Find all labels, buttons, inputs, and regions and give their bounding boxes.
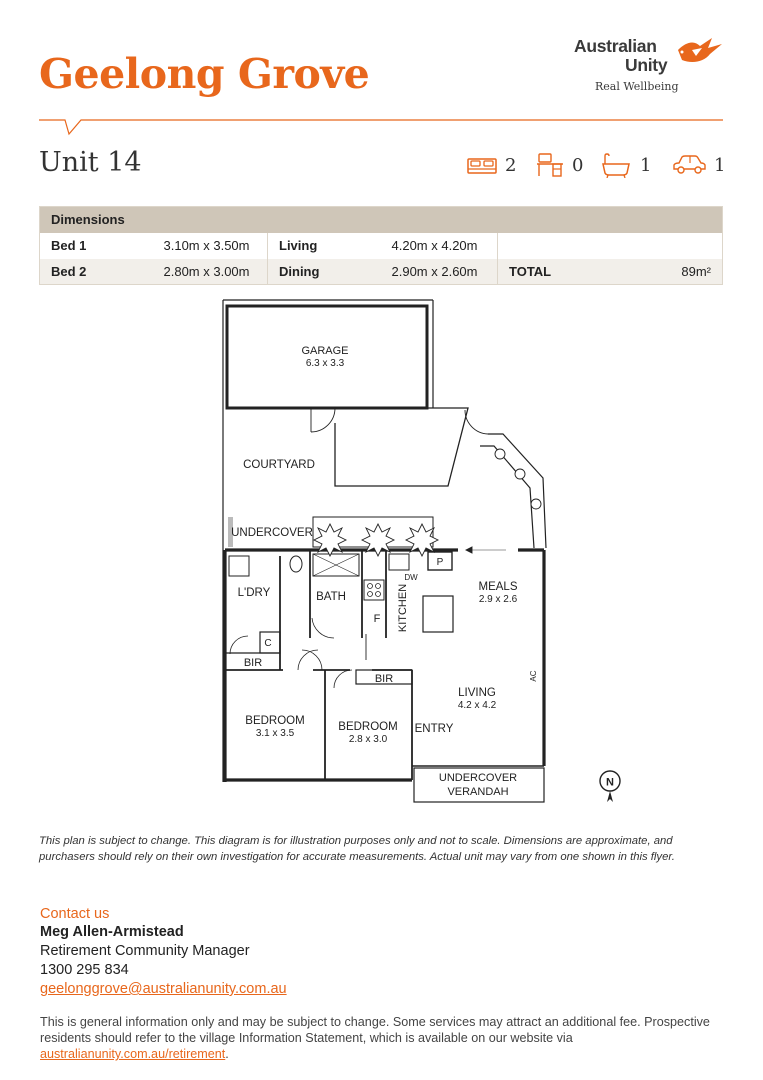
bath-label: BATH [316, 591, 346, 603]
study-desk-icon [535, 152, 565, 178]
ac-label: AC [529, 670, 538, 682]
bed-icon [466, 153, 498, 177]
contact-role: Retirement Community Manager [40, 943, 250, 959]
dishwasher-label: DW [404, 573, 418, 582]
verandah-label-2: VERANDAH [447, 786, 509, 798]
plan-disclaimer: This plan is subject to change. This diagram is for illustration purposes only and not to scale. Dimensions are approximate, and purchasers should rely on their own investigation for accurate measurements. Actual unit may vary from one shown in this flyer. [39, 835, 675, 863]
floor-plan [218, 298, 558, 808]
bir-label-1: BIR [243, 657, 263, 669]
courtyard-label: COURTYARD [243, 459, 315, 471]
dimensions-table [39, 206, 723, 285]
room-size: 3.10m x 3.50m [153, 233, 268, 259]
contact-email-link[interactable]: geelonggrove@australianunity.com.au [40, 981, 287, 997]
living-dims: 4.2 x 4.2 [457, 700, 497, 711]
pantry-label: P [436, 557, 444, 568]
total-label: TOTAL [498, 259, 623, 285]
study-feature [535, 150, 583, 180]
contact-phone[interactable]: 1300 295 834 [40, 962, 129, 978]
total-value [622, 233, 722, 259]
fridge-label: F [373, 613, 381, 625]
garage-label: GARAGE [301, 345, 349, 357]
footer-text: This is general information only and may be subject to change. Some services may attract an additional fee. Prospective residents should refer to the village Information Statement, which is available on our website via [40, 1015, 710, 1045]
logo-line-1: Australian [574, 36, 657, 56]
linen-label: C [264, 638, 272, 649]
contact-name: Meg Allen-Armistead [40, 924, 184, 940]
garage-dims: 6.3 x 3.3 [305, 358, 345, 369]
living-label: LIVING [458, 687, 496, 699]
logo-line-2: Unity [625, 55, 668, 75]
room-size: 4.20m x 4.20m [381, 233, 498, 259]
contact-heading: Contact us [40, 906, 110, 922]
bathrooms-count: 1 [640, 154, 652, 176]
room-label: Bed 1 [40, 233, 153, 259]
bathrooms-feature [599, 150, 651, 180]
table-row [40, 233, 723, 259]
australian-unity-logo [572, 36, 724, 96]
meals-label: MEALS [478, 581, 518, 593]
logo-tagline: Real Wellbeing [595, 80, 679, 93]
north-label: N [606, 776, 614, 789]
total-value: 89m² [622, 259, 722, 285]
garage-walls [227, 306, 427, 408]
village-title: Geelong Grove [39, 50, 370, 98]
bedrooms-feature [466, 150, 516, 180]
bedroom-1-dims: 3.1 x 3.5 [255, 728, 295, 739]
carspaces-feature [671, 150, 725, 180]
room-label: Bed 2 [40, 259, 153, 285]
dimensions-header: Dimensions [40, 207, 723, 233]
bedroom-2-label: BEDROOM [338, 721, 398, 733]
laundry-label: L'DRY [237, 587, 271, 599]
verandah-label-1: UNDERCOVER [438, 772, 518, 784]
retirement-website-link[interactable]: australianunity.com.au/retirement [40, 1047, 226, 1061]
unit-name: Unit 14 [39, 147, 142, 178]
room-size: 2.80m x 3.00m [153, 259, 268, 285]
car-icon [671, 153, 707, 177]
room-label: Dining [268, 259, 381, 285]
meals-dims: 2.9 x 2.6 [478, 594, 518, 605]
entry-label: ENTRY [414, 723, 454, 735]
room-label: Living [268, 233, 381, 259]
kitchen-label: KITCHEN [397, 583, 409, 633]
carspaces-count: 1 [714, 154, 726, 176]
room-size: 2.90m x 2.60m [381, 259, 498, 285]
bedrooms-count: 2 [505, 154, 517, 176]
undercover-label: UNDERCOVER [231, 527, 313, 539]
bedroom-2-dims: 2.8 x 3.0 [348, 734, 388, 745]
north-arrow-icon [597, 768, 623, 804]
bird-logo-icon [672, 36, 724, 70]
footer-note [40, 1014, 730, 1062]
header-divider [39, 110, 723, 136]
table-row [40, 259, 723, 285]
total-label [498, 233, 623, 259]
bedroom-1-label: BEDROOM [245, 715, 305, 727]
footer-end: . [225, 1047, 229, 1061]
bir-label-2: BIR [374, 673, 394, 685]
bathtub-icon [599, 152, 633, 178]
study-count: 0 [572, 154, 584, 176]
